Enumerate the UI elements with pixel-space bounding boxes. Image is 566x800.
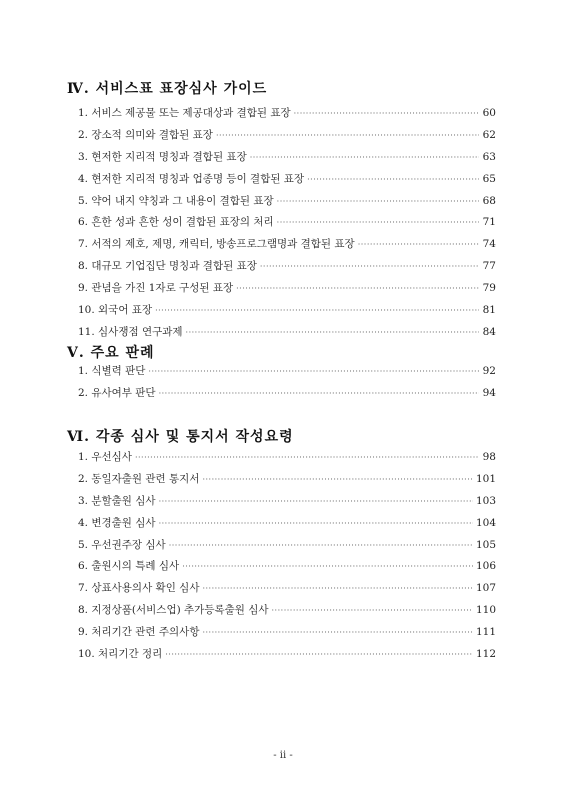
toc-entry-label: 11. 심사쟁점 연구과제	[78, 325, 183, 338]
toc-entry-label: 7. 상표사용의사 확인 심사	[78, 582, 200, 595]
toc-entry-label: 8. 지정상품(서비스업) 추가등록출원 심사	[78, 604, 269, 617]
toc-entry-label: 1. 서비스 제공물 또는 제공대상과 결합된 표장	[78, 107, 291, 119]
toc-list-section-4	[78, 105, 496, 346]
toc-entry[interactable]	[78, 280, 496, 302]
toc-entry-label: 7. 서적의 제호, 제명, 캐릭터, 방송프로그램명과 결합된 표장	[78, 238, 355, 251]
toc-entry-label: 4. 현저한 지리적 명칭과 업종명 등이 결합된 표장	[78, 172, 305, 185]
toc-entry-page: 81	[482, 304, 496, 317]
toc-entry[interactable]	[78, 624, 496, 646]
toc-entry[interactable]	[78, 558, 496, 580]
dot-leader	[250, 153, 479, 162]
toc-entry-page: 71	[482, 216, 496, 229]
section-title-5: Ⅴ. 주요 판례	[67, 345, 155, 361]
toc-entry[interactable]	[78, 449, 496, 471]
toc-entry-page: 92	[482, 365, 496, 377]
toc-entry[interactable]	[78, 363, 496, 385]
toc-entry-label: 9. 처리기간 관련 주의사항	[78, 626, 200, 639]
dot-leader	[202, 628, 472, 637]
toc-entry[interactable]	[78, 493, 496, 515]
toc-entry-label: 10. 외국어 표장	[78, 304, 153, 317]
dot-leader	[202, 475, 472, 484]
toc-list-section-6	[78, 449, 496, 668]
toc-entry-label: 1. 식별력 판단	[78, 365, 146, 377]
toc-list-section-5	[78, 363, 496, 407]
dot-leader	[159, 497, 473, 506]
toc-entry-label: 2. 유사여부 판단	[78, 386, 156, 399]
dot-leader	[307, 175, 479, 184]
toc-entry-label: 5. 우선권주장 심사	[78, 538, 166, 551]
section-title-4: Ⅳ. 서비스표 표장심사 가이드	[67, 81, 268, 97]
toc-entry[interactable]	[78, 602, 496, 624]
toc-entry-label: 2. 장소적 의미와 결합된 표장	[78, 128, 213, 141]
toc-entry-label: 10. 처리기간 정리	[78, 648, 163, 661]
toc-entry-page: 105	[475, 538, 496, 551]
dot-leader	[294, 109, 479, 118]
toc-entry-page: 63	[482, 150, 496, 163]
dot-leader	[169, 541, 473, 550]
toc-entry[interactable]	[78, 471, 496, 493]
toc-entry-label: 6. 출원시의 특례 심사	[78, 560, 180, 573]
toc-entry[interactable]	[78, 646, 496, 668]
dot-leader	[159, 519, 473, 528]
toc-entry-page: 107	[475, 582, 496, 595]
dot-leader	[155, 306, 479, 315]
toc-entry-page: 74	[482, 238, 496, 251]
dot-leader	[277, 218, 479, 227]
toc-entry-page: 104	[475, 516, 496, 529]
dot-leader	[202, 584, 472, 593]
dot-leader	[236, 284, 479, 293]
toc-entry-page: 103	[475, 494, 496, 507]
toc-entry-page: 110	[475, 604, 496, 617]
dot-leader	[159, 389, 479, 398]
toc-entry[interactable]	[78, 385, 496, 407]
toc-entry[interactable]	[78, 105, 496, 127]
toc-entry[interactable]	[78, 537, 496, 559]
dot-leader	[135, 453, 479, 462]
toc-entry-label: 5. 약어 내지 약칭과 그 내용이 결합된 표장	[78, 194, 274, 207]
dot-leader	[358, 240, 479, 249]
toc-entry-page: 65	[482, 172, 496, 185]
toc-entry[interactable]	[78, 236, 496, 258]
toc-entry-label: 2. 동일자출원 관련 통지서	[78, 472, 200, 485]
toc-entry-page: 112	[475, 648, 496, 661]
toc-entry[interactable]	[78, 258, 496, 280]
toc-entry[interactable]	[78, 214, 496, 236]
toc-entry-page: 98	[482, 451, 496, 463]
toc-entry[interactable]	[78, 580, 496, 602]
dot-leader	[277, 197, 479, 206]
section-title-6: Ⅵ. 각종 심사 및 통지서 작성요령	[67, 429, 294, 445]
toc-entry-page: 84	[482, 325, 496, 338]
dot-leader	[182, 562, 473, 571]
toc-entry[interactable]	[78, 515, 496, 537]
toc-entry-page: 106	[475, 560, 496, 573]
toc-entry-page: 79	[482, 282, 496, 295]
toc-entry-page: 101	[475, 472, 496, 485]
toc-entry-page: 60	[482, 107, 496, 119]
toc-entry[interactable]	[78, 127, 496, 149]
dot-leader	[216, 131, 479, 140]
toc-entry[interactable]	[78, 171, 496, 193]
toc-entry[interactable]	[78, 149, 496, 171]
toc-entry-label: 3. 현저한 지리적 명칭과 결합된 표장	[78, 150, 247, 163]
toc-entry-label: 4. 변경출원 심사	[78, 516, 156, 529]
toc-entry-page: 77	[482, 260, 496, 273]
dot-leader	[186, 328, 479, 337]
page-number-footer: - ii -	[273, 750, 293, 761]
toc-entry-label: 8. 대규모 기업집단 명칭과 결합된 표장	[78, 260, 257, 273]
toc-entry[interactable]	[78, 302, 496, 324]
toc-entry-label: 3. 분할출원 심사	[78, 494, 156, 507]
toc-entry-page: 94	[482, 386, 496, 399]
dot-leader	[148, 367, 479, 376]
toc-entry-label: 6. 흔한 성과 흔한 성이 결합된 표장의 처리	[78, 216, 274, 229]
toc-entry-label: 1. 우선심사	[78, 451, 132, 463]
toc-entry-label: 9. 관념을 가진 1자로 구성된 표장	[78, 282, 234, 295]
toc-entry-page: 62	[482, 128, 496, 141]
dot-leader	[260, 262, 479, 271]
dot-leader	[165, 650, 473, 659]
dot-leader	[272, 606, 473, 615]
toc-entry[interactable]	[78, 193, 496, 215]
toc-entry-page: 111	[475, 626, 496, 639]
toc-entry-page: 68	[482, 194, 496, 207]
